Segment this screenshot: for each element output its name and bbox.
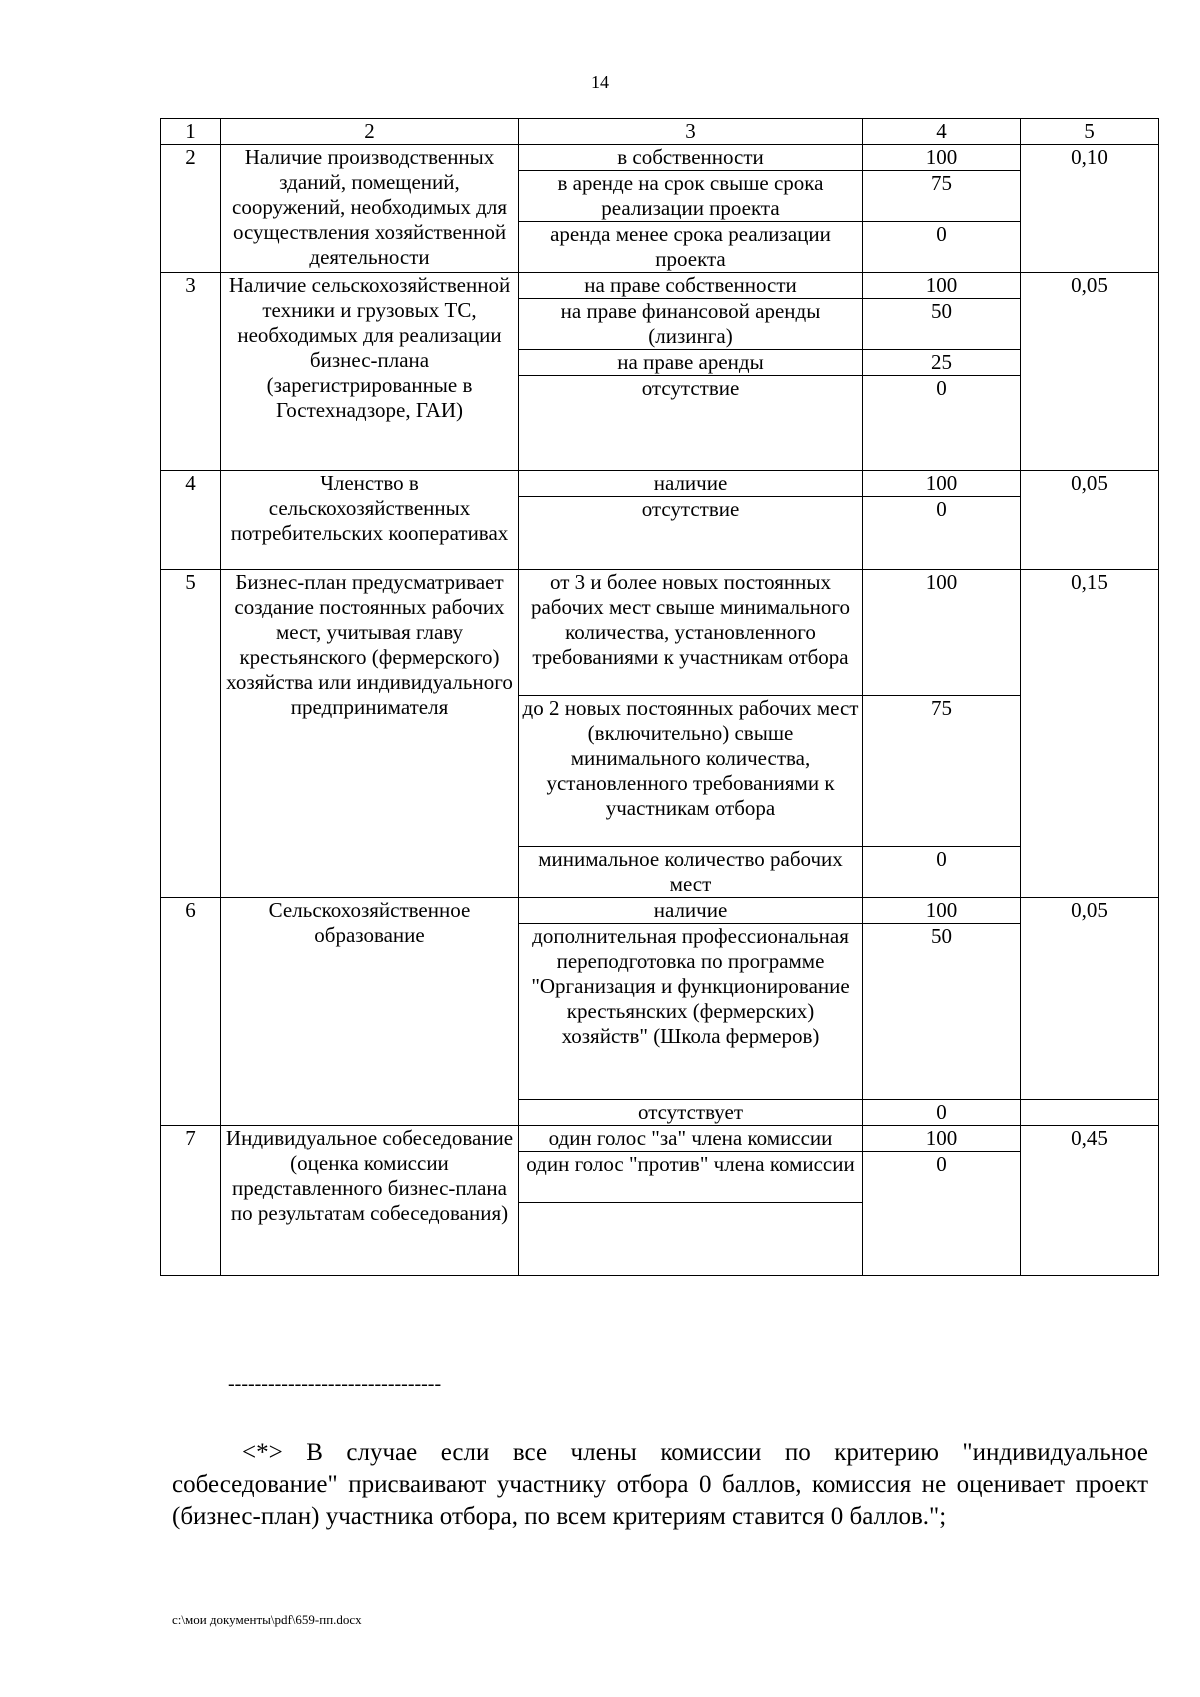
table-row [161,898,1159,924]
points-cell: 0 [863,1152,1021,1276]
option-cell: на праве финансовой аренды (лизинга) [519,299,863,350]
row-number: 6 [161,898,221,1126]
option-cell: на праве аренды [519,350,863,376]
table-row [161,145,1159,171]
header-cell: 1 [161,119,221,145]
points-cell: 25 [863,350,1021,376]
header-cell: 5 [1021,119,1159,145]
table-row [161,1126,1159,1152]
page-number: 14 [591,72,609,92]
criteria-table [160,118,1159,1276]
footnote-text: <*> В случае если все члены комиссии по критерию "индивидуальное собеседование" присваивают участнику отбора 0 баллов, комиссия не оценивает проект (бизнес-план) участника отбора, по всем критериям ставится 0 баллов."; [172,1439,1148,1530]
option-cell: отсутствует [519,1100,863,1126]
criterion-cell: Сельскохозяйственное образование [221,898,519,1126]
empty-cell [1021,1100,1159,1126]
points-cell: 75 [863,171,1021,222]
points-cell: 100 [863,273,1021,299]
weight-cell: 0,05 [1021,898,1159,1100]
table-row [161,273,1159,299]
criterion-cell: Бизнес-план предусматривает создание постоянных рабочих мест, учитывая главу крестьянского (фермерского) хозяйства или индивидуального предпринимателя [221,570,519,898]
points-cell: 0 [863,497,1021,570]
header-cell: 2 [221,119,519,145]
table-row [161,570,1159,696]
option-cell: один голос "за" члена комиссии [519,1126,863,1152]
option-cell: отсутствие [519,497,863,570]
row-number: 3 [161,273,221,471]
footnote-separator: -------------------------------- [228,1373,442,1395]
option-cell: один голос "против" члена комиссии [519,1152,863,1203]
criterion-cell: Членство в сельскохозяйственных потребительских кооперативах [221,471,519,570]
points-cell: 75 [863,696,1021,847]
weight-cell: 0,05 [1021,273,1159,471]
option-cell: от 3 и более новых постоянных рабочих мест свыше минимального количества, установленного требованиями к участникам отбора [519,570,863,696]
points-cell: 100 [863,898,1021,924]
row-number: 2 [161,145,221,273]
option-cell: в аренде на срок свыше срока реализации проекта [519,171,863,222]
option-cell: в собственности [519,145,863,171]
option-cell: минимальное количество рабочих мест [519,847,863,898]
points-cell: 0 [863,1100,1021,1126]
points-cell: 100 [863,145,1021,171]
points-cell: 0 [863,222,1021,273]
weight-cell: 0,45 [1021,1126,1159,1276]
option-cell: аренда менее срока реализации проекта [519,222,863,273]
points-cell: 50 [863,299,1021,350]
option-cell: до 2 новых постоянных рабочих мест (включительно) свыше минимального количества, установленного требованиями к участникам отбора [519,696,863,847]
points-cell: 100 [863,471,1021,497]
points-cell: 100 [863,570,1021,696]
points-cell: 0 [863,847,1021,898]
option-cell: наличие [519,471,863,497]
empty-cell [519,1203,863,1276]
weight-cell: 0,10 [1021,145,1159,273]
table-row [161,471,1159,497]
points-cell: 50 [863,924,1021,1100]
row-number: 5 [161,570,221,898]
row-number: 7 [161,1126,221,1276]
file-path: c:\мои документы\pdf\659-пп.docx [172,1612,362,1627]
weight-cell: 0,05 [1021,471,1159,570]
points-cell: 100 [863,1126,1021,1152]
header-cell: 4 [863,119,1021,145]
option-cell: наличие [519,898,863,924]
option-cell: на праве собственности [519,273,863,299]
criterion-cell: Наличие сельскохозяйственной техники и грузовых ТС, необходимых для реализации бизнес-плана (зарегистрированные в Гостехнадзоре, ГАИ) [221,273,519,471]
row-number: 4 [161,471,221,570]
header-cell: 3 [519,119,863,145]
table-header-row [161,119,1159,145]
weight-cell: 0,15 [1021,570,1159,898]
option-cell: отсутствие [519,376,863,471]
criterion-cell: Наличие производственных зданий, помещений, сооружений, необходимых для осуществления хозяйственной деятельности [221,145,519,273]
option-cell: дополнительная профессиональная переподготовка по программе "Организация и функционирование крестьянских (фермерских) хозяйств" (Школа фермеров) [519,924,863,1100]
points-cell: 0 [863,376,1021,471]
criterion-cell: Индивидуальное собеседование (оценка комиссии представленного бизнес-плана по результатам собеседования) [221,1126,519,1276]
